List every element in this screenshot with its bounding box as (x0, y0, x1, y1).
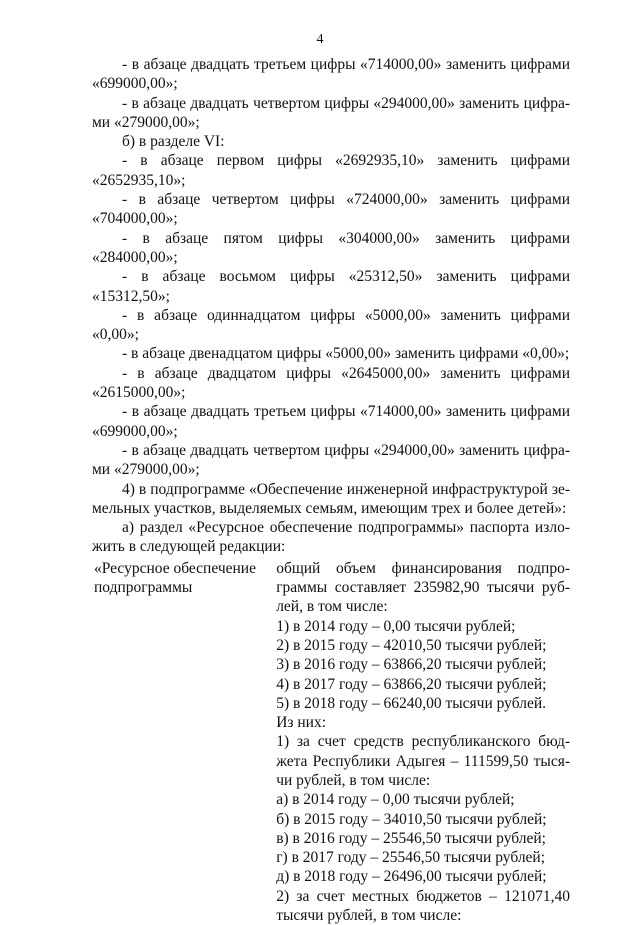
paragraph: - в абзаце пятом цифры «304000,00» заменить цифрами «284000,00»; (92, 229, 570, 266)
table-line: 1) в 2014 году – 0,00 тысячи рублей; (276, 617, 516, 635)
table-label-cell (92, 559, 262, 925)
document-body (92, 55, 570, 925)
table-label: «Ресурсное обеспечение подпрограммы (94, 559, 256, 597)
page-number: 4 (316, 32, 324, 47)
table-line: 2) в 2015 году – 42010,50 тысячи рублей; (276, 636, 547, 654)
paragraph: - в абзаце двадцать четвертом цифры «294000,00» заменить цифра-ми «279000,00»; (92, 441, 570, 479)
paragraph: - в абзаце двадцать четвертом цифры «294000,00» заменить цифра-ми «279000,00»; (92, 94, 570, 131)
table-line: Из них: (276, 714, 327, 732)
paragraph: 4) в подпрограмме «Обеспечение инженерной инфраструктурой зе-мельных участков, выделяемых семьям, имеющим трех и более детей»: (92, 480, 570, 517)
paragraph: а) раздел «Ресурсное обеспечение подпрограммы» паспорта изло-жить в следующей редакции: (92, 519, 570, 556)
paragraph: - в абзаце двадцатом цифры «2645000,00» заменить цифрами «2615000,00»; (92, 364, 570, 402)
paragraph: б) в разделе VI: (122, 133, 225, 151)
table-line: д) в 2018 году – 26496,00 тысячи рублей; (276, 868, 547, 886)
resource-table (92, 559, 570, 925)
table-line: в) в 2016 году – 25546,50 тысячи рублей; (276, 829, 546, 847)
table-line: б) в 2015 году – 34010,50 тысячи рублей; (276, 810, 547, 828)
paragraph: - в абзаце одиннадцатом цифры «5000,00» заменить цифрами «0,00»; (92, 306, 570, 344)
paragraph: - в абзаце двенадцатом цифры «5000,00» заменить цифрами «0,00»; (122, 345, 570, 363)
table-line: общий объем финансирования подпро-граммы составляет 235982,90 тысячи руб-лей, в том числе: (276, 559, 570, 616)
paragraph: - в абзаце восьмом цифры «25312,50» заменить цифрами «15312,50»; (92, 268, 570, 305)
paragraph: - в абзаце двадцать третьем цифры «714000,00» заменить цифрами «699000,00»; (92, 56, 570, 93)
paragraph: - в абзаце первом цифры «2692935,10» заменить цифрами «2652935,10»; (92, 152, 570, 189)
table-line: г) в 2017 году – 25546,50 тысячи рублей; (276, 849, 546, 867)
table-line: а) в 2014 году – 0,00 тысячи рублей; (276, 791, 515, 809)
paragraph: - в абзаце двадцать третьем цифры «714000,00» заменить цифрами «699000,00»; (92, 403, 570, 440)
table-line: 1) за счет средств республиканского бюд-жета Республики Адыгея – 111599,50 тыся-чи рублей, в том числе: (276, 733, 570, 789)
table-line: 2) за счет местных бюджетов – 121071,40 тысячи рублей, в том числе: (276, 887, 570, 925)
table-line: 4) в 2017 году – 63866,20 тысячи рублей; (276, 675, 547, 693)
table-value-cell (276, 559, 570, 925)
table-line: 3) в 2016 году – 63866,20 тысячи рублей; (276, 656, 547, 674)
table-line: 5) в 2018 году – 66240,00 тысячи рублей. (276, 694, 546, 712)
paragraph: - в абзаце четвертом цифры «724000,00» заменить цифрами «704000,00»; (92, 191, 570, 228)
